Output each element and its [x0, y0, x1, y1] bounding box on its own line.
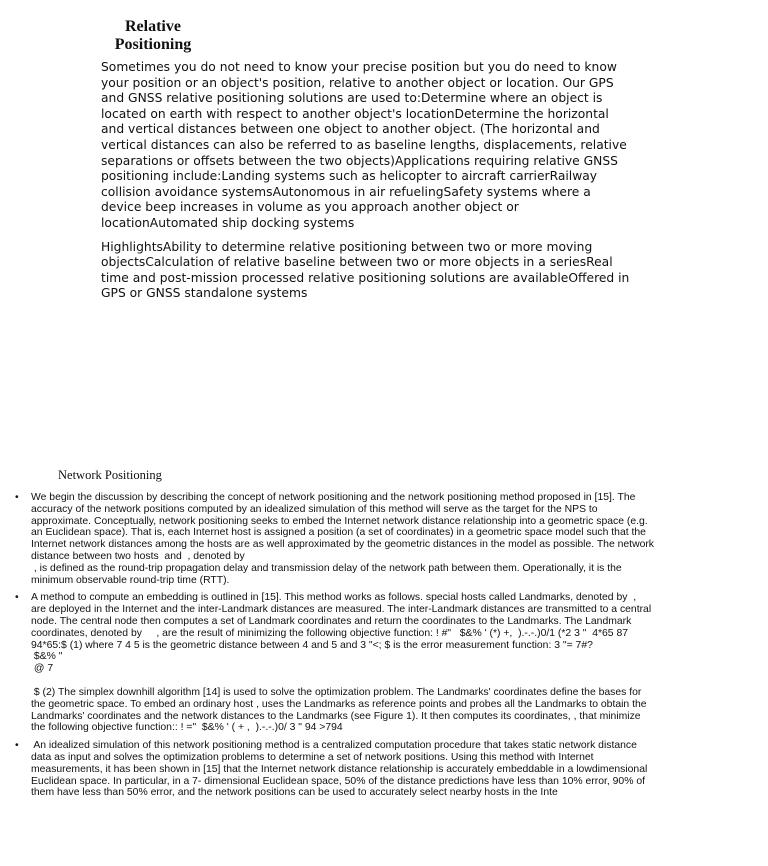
bullet-line: them have less than 50% error, and the network positions can be used to accurately select nearby hosts in the Inte — [31, 787, 558, 799]
bullet-line: coordinates, denoted by , are the result of minimizing the following objective function: ! #" $&% ' (*) +, ).-.-.)0/1 (*2 3 " 4*65 87 — [31, 627, 629, 639]
bullet-line: minimum observable round-trip time (RTT). — [31, 574, 230, 586]
bullet-line: @ 7 — [31, 663, 54, 675]
title-line-2: Positioning — [114, 36, 192, 53]
bullet-line — [31, 675, 707, 687]
bullet-line: accuracy of the network positions computed by an idealized simulation of this method will serve as the target for the NPS to — [31, 503, 598, 515]
intro-paragraph-1: Sometimes you do not need to know your precise position but you do need to know your position or an object's position, relative to another object or location. Our GPS and GNSS relative positioning solutions are used to:Determine where an object is located on earth with respect to another object's locationDetermine the horizontal and vertical distances between one object to another object. (The horizontal and vertical distances can also be referred to as baseline lengths, displacements, relative separations or offsets between the two objects)Applications requiring relative GNSS positioning include:Landing systems such as helicopter to aircraft carrierRailway collision avoidance systemsAutonomous in air refuelingSafety systems where a device beep increases in volume as you approach another object or locationAutomated ship docking systems — [101, 60, 627, 230]
bullet-line: Internet network distances among the hosts are as well approximated by the geometric distances in the model as possible. The network — [31, 539, 655, 551]
bullet-item — [0, 492, 707, 586]
bullet-line: approximate. Conceptually, network positioning seeks to embed the Internet network distance relationship into a geometric space (e.g. — [31, 515, 648, 527]
bullet-line: are deployed in the Internet and the inter-Landmark distances are measured. The inter-Landmark distances are transmitted to a central — [31, 604, 652, 616]
title-line-1: Relative — [125, 18, 181, 35]
bullet-line: the geometric space. To embed an ordinary host , uses the Landmarks as reference points and probes all the Landmarks to obtain the — [31, 698, 647, 710]
bullet-marker: • — [15, 492, 19, 503]
bullet-line: $ (2) The simplex downhill algorithm [14] is used to solve the optimization problem. The Landmarks' coordinates define the bases for — [31, 686, 642, 698]
bullet-line: $&% " — [31, 651, 63, 663]
intro-paragraph-2: HighlightsAbility to determine relative positioning between two or more moving objectsCalculation of relative baseline between two or more objects in a seriesReal time and post-mission processed relative positioning solutions are availableOffered in GPS or GNSS standalone systems — [101, 239, 630, 301]
bullet-line: an Euclidean space). That is, each Internet host is assigned a position (a set of coordinates) in a geometric space model such that the — [31, 527, 646, 539]
bullet-item — [0, 740, 707, 799]
bullet-line: node. The central node then computes a set of Landmark coordinates and return the coordinates to the Landmarks. The Landmark — [31, 615, 632, 627]
bullet-list — [0, 492, 768, 805]
bullet-marker: • — [15, 592, 19, 604]
bullet-line: , is defined as the round-trip propagation delay and transmission delay of the network path between them. Operationally, it is the — [31, 562, 622, 574]
page-title — [98, 18, 208, 54]
bullet-line: measurements, it has been shown in [15] that the Internet network distance relationship is accurately embeddable in a lowdimensional — [31, 763, 648, 775]
bullet-item — [0, 592, 707, 734]
bullet-line: data as input and solves the optimization problems to determine a set of network positions. Using this method with Internet — [31, 751, 594, 763]
bullet-line: Euclidean space. In particular, in a 7- dimensional Euclidean space, 50% of the distance predictions have less than 10% error, 90% of — [31, 775, 645, 787]
bullet-line: An idealized simulation of this network positioning method is a centralized computation procedure that takes static network distance — [31, 740, 637, 752]
section-title: Network Positioning — [58, 468, 162, 482]
bullet-line: 94*65:$ (1) where 7 4 5 is the geometric distance between 4 and 5 and 3 "<; $ is the error measurement function: 3 "= 7#? — [31, 639, 593, 651]
bullet-line: We begin the discussion by describing the concept of network positioning and the network positioning method proposed in [15]. The — [31, 492, 636, 503]
bullet-line: distance between two hosts and , denoted by — [31, 550, 245, 562]
bullet-line: A method to compute an embedding is outlined in [15]. This method works as follows. special hosts called Landmarks, denoted by , — [31, 592, 637, 604]
bullet-marker: • — [15, 740, 19, 752]
bullet-line: Landmarks' coordinates and the network distances to the Landmarks (see Figure 1). It then computes its coordinates, , that minimize — [31, 710, 641, 722]
intro-section — [101, 60, 631, 310]
bullet-line: the following objective function:: ! =" $&% ' ( + , ).-.-.)0/ 3 " 94 >794 — [31, 722, 343, 734]
